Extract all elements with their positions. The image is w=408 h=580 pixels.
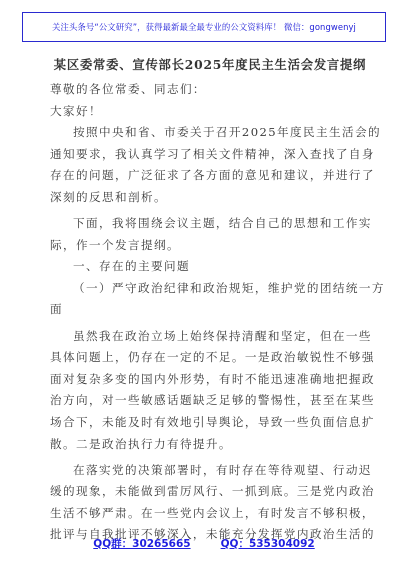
salutation: 尊敬的各位常委、同志们： [50,82,206,96]
paragraph-line: 治方向，对一些敏感话题缺乏足够的警惕性，甚至在某些 [50,393,375,408]
promo-banner [22,12,386,42]
paragraph-line: 按照中央和省、市委关于召开2025年度民主生活会的 [73,125,381,140]
qq-link[interactable]: QQ：535304092 [220,538,315,550]
subsection-line: （一）严守政治纪律和政治规矩，维护党的团结统一方 [73,280,385,295]
paragraph-line: 在落实党的决策部署时，有时存在等待观望、行动迟 [73,462,372,477]
promo-banner-text: 关注头条号“公文研究”，获得最新最全最专业的公文资料库！ 微信：gongwenyj [52,22,356,32]
paragraph-line: 虽然我在政治立场上始终保持清醒和坚定，但在一些 [73,328,372,343]
paragraph-line: 存在的问题，广泛征求了各方面的意见和建议，并进行了 [50,168,375,183]
paragraph-line: 批评与自我批评不够深入，未能充分发挥党内政治生活的 [50,527,375,542]
paragraph-4 [50,460,375,546]
paragraph-line: 散。二是政治执行力有待提升。 [50,436,232,451]
paragraph-line: 具体问题上，仍存在一定的不足。一是政治敏锐性不够强 [50,350,375,365]
paragraph-line: 缓的现象，未能做到雷厉风行、一抓到底。三是党内政治 [50,484,375,499]
qq-group-link[interactable]: QQ群：30265665 [93,538,191,550]
paragraph-line: 面对复杂多变的国内外形势，有时不能迅速准确地把握政 [50,371,375,386]
paragraph-line: 际，作一个发言提纲。 [50,237,180,252]
footer-contact [0,536,408,551]
subsection-line: 面 [50,302,63,317]
paragraph-line: 场合下，未能及时有效地引导舆论，导致一些负面信息扩 [50,414,375,429]
section-heading: 一、存在的主要问题 [73,259,190,274]
paragraph-line: 深刻的反思和剖析。 [50,189,167,204]
paragraph-2 [50,213,370,256]
greeting: 大家好！ [50,103,102,118]
paragraph-3 [50,326,375,456]
paragraph-1 [50,122,381,208]
document-title: 某区委常委、宣传部长2025年度民主生活会发言提纲 [53,57,367,72]
paragraph-line: 生活不够严肃。在一些党内会议上，有时发言不够积极， [50,505,375,520]
subsection-heading [50,278,385,321]
paragraph-line: 通知要求，我认真学习了相关文件精神，深入查找了自身 [50,146,375,161]
paragraph-line: 下面，我将围绕会议主题，结合自己的思想和工作实 [73,216,372,231]
document-body [50,55,385,546]
